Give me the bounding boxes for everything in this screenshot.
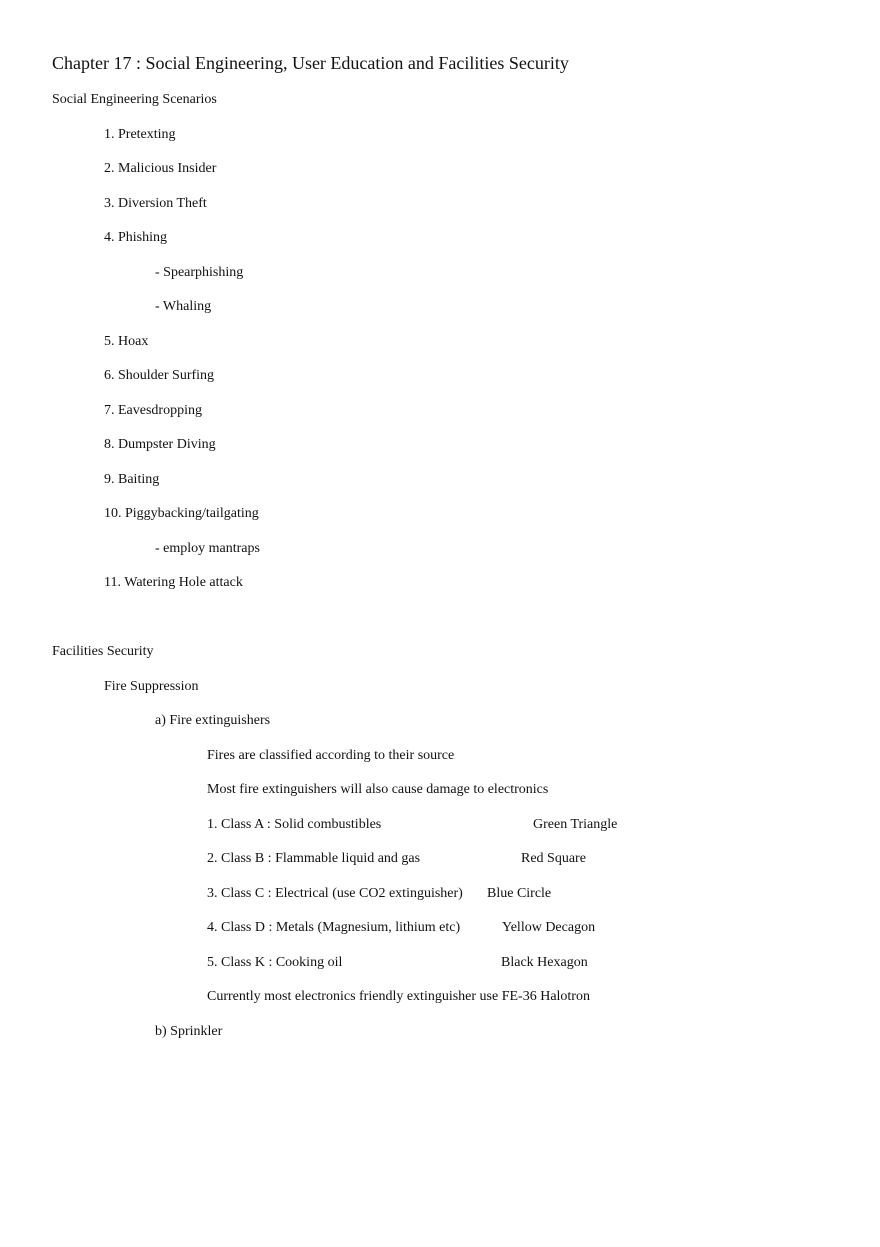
chapter-title: Chapter 17 : Social Engineering, User Education and Facilities Security xyxy=(52,53,569,73)
sub-list-item: - Spearphishing xyxy=(155,265,244,280)
list-item: 6. Shoulder Surfing xyxy=(104,368,215,383)
fire-class-label: 1. Class A : Solid combustibles xyxy=(207,817,382,832)
fire-class-label: 4. Class D : Metals (Magnesium, lithium etc) xyxy=(207,920,461,935)
fire-class-symbol: Red Square xyxy=(521,851,586,866)
fire-class-symbol: Black Hexagon xyxy=(501,955,588,970)
list-item: 4. Phishing xyxy=(104,230,168,245)
fire-class-symbol: Blue Circle xyxy=(487,886,552,901)
list-item: 3. Diversion Theft xyxy=(104,196,207,211)
section-heading-social-engineering: Social Engineering Scenarios xyxy=(52,92,217,107)
list-item: 11. Watering Hole attack xyxy=(104,575,243,590)
note-halotron: Currently most electronics friendly extinguisher use FE-36 Halotron xyxy=(207,989,590,1004)
subheading-fire-suppression: Fire Suppression xyxy=(104,679,199,694)
section-heading-facilities-security: Facilities Security xyxy=(52,644,154,659)
list-item: 8. Dumpster Diving xyxy=(104,437,216,452)
subheading-fire-extinguishers: a) Fire extinguishers xyxy=(155,713,271,728)
note-electronics-damage: Most fire extinguishers will also cause damage to electronics xyxy=(207,782,549,797)
list-item: 7. Eavesdropping xyxy=(104,403,202,418)
list-item: 5. Hoax xyxy=(104,334,149,349)
list-item: 10. Piggybacking/tailgating xyxy=(104,506,259,521)
fire-class-label: 5. Class K : Cooking oil xyxy=(207,955,343,970)
fire-class-label: 2. Class B : Flammable liquid and gas xyxy=(207,851,421,866)
sub-list-item: - employ mantraps xyxy=(155,541,260,556)
list-item: 1. Pretexting xyxy=(104,127,176,142)
sub-list-item: - Whaling xyxy=(155,299,212,314)
fire-class-symbol: Yellow Decagon xyxy=(502,920,596,935)
fire-class-symbol: Green Triangle xyxy=(533,817,618,832)
fire-class-label: 3. Class C : Electrical (use CO2 extinguisher) xyxy=(207,886,463,901)
subheading-sprinkler: b) Sprinkler xyxy=(155,1024,223,1039)
list-item: 9. Baiting xyxy=(104,472,160,487)
note-fire-source: Fires are classified according to their source xyxy=(207,748,455,763)
list-item: 2. Malicious Insider xyxy=(104,161,217,176)
